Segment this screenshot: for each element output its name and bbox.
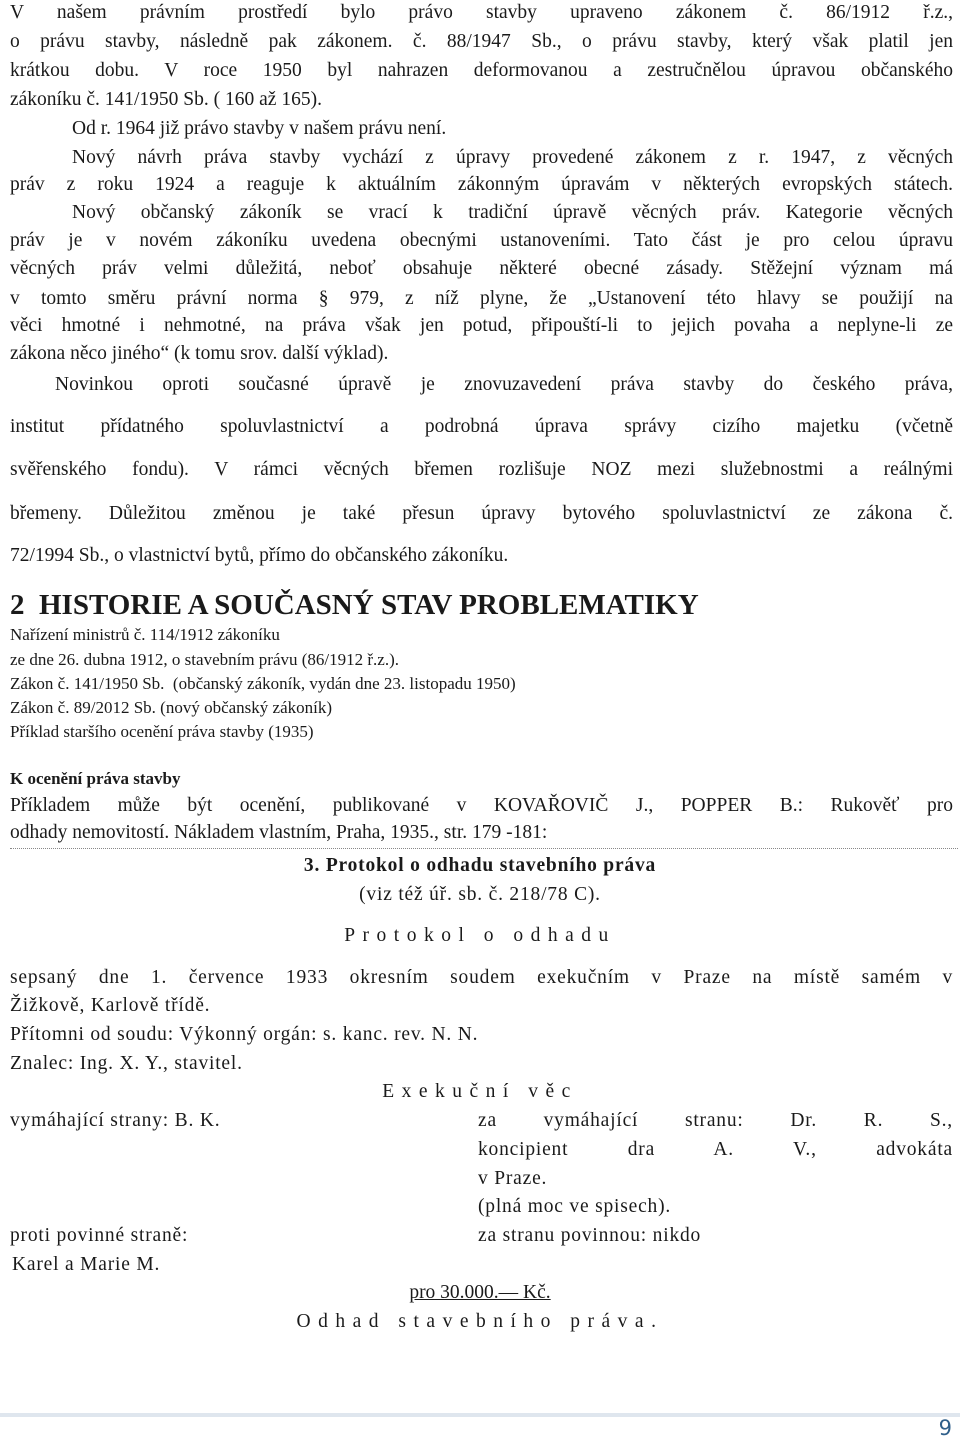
intro-line: Od r. 1964 již právo stavby v našem právu není. bbox=[72, 118, 447, 139]
intro-line: o právu stavby, následně pak zákonem. č. 88/1947 Sb., o právu stavby, který však platil jen bbox=[10, 31, 953, 52]
source-line: Příkladem může být ocenění, publikované v KOVAŘOVIČ J., POPPER B.: Rukověť pro bbox=[10, 795, 953, 816]
novelty-line: 72/1994 Sb., o vlastnictví bytů, přímo do občanského zákoníku. bbox=[10, 545, 509, 566]
intro-line: v tomto směru právní norma § 979, z níž plyne, že „Ustanovení této hlavy se použijí na bbox=[10, 288, 953, 309]
intro-line: věcných práv velmi důležitá, neboť obsahuje některé obecné zásady. Stěžejní význam má bbox=[10, 258, 953, 279]
novelty-line: Novinkou oproti současné úpravě je znovuzavedení práva stavby do českého práva, bbox=[55, 374, 953, 395]
intro-line: věci hmotné i nehmotné, na práva však jen potud, připouští-li to jejich povaha a neplyne-li ze bbox=[10, 315, 953, 336]
present-line: Přítomni od soudu: Výkonný orgán: s. kanc. rev. N. N. bbox=[10, 1024, 479, 1045]
protocol-line: Žižkově, Karlově třídě. bbox=[10, 995, 211, 1016]
expert-line: Znalec: Ing. X. Y., stavitel. bbox=[10, 1053, 243, 1074]
protocol-subtitle: (viz též úř. sb. č. 218/78 C). bbox=[359, 884, 601, 905]
creditor-rep-line: koncipient dra A. V., advokáta bbox=[478, 1139, 953, 1160]
protocol-title: 3. Protokol o odhadu stavebního práva bbox=[303, 855, 657, 876]
case-heading: Exekuční věc bbox=[382, 1081, 578, 1102]
section-item: Příklad staršího ocenění práva stavby (1935) bbox=[10, 722, 314, 741]
protocol-line: sepsaný dne 1. července 1933 okresním soudem exekučním v Praze na místě samém v bbox=[10, 967, 953, 988]
creditor-rep-line: (plná moc ve spisech). bbox=[478, 1196, 672, 1217]
subheading: K ocenění práva stavby bbox=[10, 769, 181, 788]
intro-line: V našem právním prostředí bylo právo stavby upraveno zákonem č. 86/1912 ř.z., bbox=[10, 2, 953, 23]
intro-line: práv z roku 1924 a reaguje k aktuálním zákonným úpravám v některých evropských státech. bbox=[10, 174, 953, 195]
creditor-rep-line: v Praze. bbox=[478, 1168, 548, 1189]
section-item: ze dne 26. dubna 1912, o stavebním právu (86/1912 ř.z.). bbox=[10, 650, 400, 669]
valuation-heading: Odhad stavebního práva. bbox=[296, 1311, 664, 1332]
section-heading: 2 HISTORIE A SOUČASNÝ STAV PROBLEMATIKY bbox=[10, 589, 699, 621]
page-number: 9 bbox=[938, 1416, 952, 1440]
section-item: Zákon č. 141/1950 Sb. (občanský zákoník, vydán dne 23. listopadu 1950) bbox=[10, 674, 516, 693]
creditor-label: vymáhající strany: B. K. bbox=[10, 1110, 221, 1131]
section-item: Nařízení ministrů č. 114/1912 zákoníku bbox=[10, 625, 280, 644]
divider bbox=[10, 848, 958, 849]
source-line: odhady nemovitostí. Nákladem vlastním, Praha, 1935., str. 179 -181: bbox=[10, 822, 548, 843]
novelty-line: břemeny. Důležitou změnou je také přesun úpravy bytového spoluvlastnictví ze zákona č. bbox=[10, 503, 953, 524]
amount: pro 30.000.— Kč. bbox=[409, 1282, 551, 1303]
intro-line: zákoníku č. 141/1950 Sb. ( 160 až 165). bbox=[10, 89, 322, 110]
intro-line: práv je v novém zákoníku uvedena obecnými ustanoveními. Tato část je pro celou úpravu bbox=[10, 230, 953, 251]
debtor-label: proti povinné straně: bbox=[10, 1225, 189, 1246]
novelty-line: institut přídatného spoluvlastnictví a podrobná úprava správy cizího majetku (včetně bbox=[10, 416, 953, 437]
protocol-heading: Protokol o odhadu bbox=[344, 925, 616, 946]
intro-line: krátkou dobu. V roce 1950 byl nahrazen deformovanou a zestručnělou úpravou občanského bbox=[10, 60, 953, 81]
intro-line: zákona něco jiného“ (k tomu srov. další výklad). bbox=[10, 343, 389, 364]
debtor-rep: za stranu povinnou: nikdo bbox=[478, 1225, 702, 1246]
debtor-names: Karel a Marie M. bbox=[12, 1254, 161, 1275]
section-item: Zákon č. 89/2012 Sb. (nový občanský zákoník) bbox=[10, 698, 332, 717]
creditor-rep-line: za vymáhající stranu: Dr. R. S., bbox=[478, 1110, 953, 1131]
intro-line: Nový občanský zákoník se vrací k tradiční úpravě věcných práv. Kategorie věcných bbox=[72, 202, 953, 223]
intro-line: Nový návrh práva stavby vychází z úpravy provedené zákonem z r. 1947, z věcných bbox=[72, 147, 953, 168]
footer-rule bbox=[0, 1413, 960, 1417]
novelty-line: svěřenského fondu). V rámci věcných břemen rozlišuje NOZ mezi služebnostmi a reálnými bbox=[10, 459, 953, 480]
